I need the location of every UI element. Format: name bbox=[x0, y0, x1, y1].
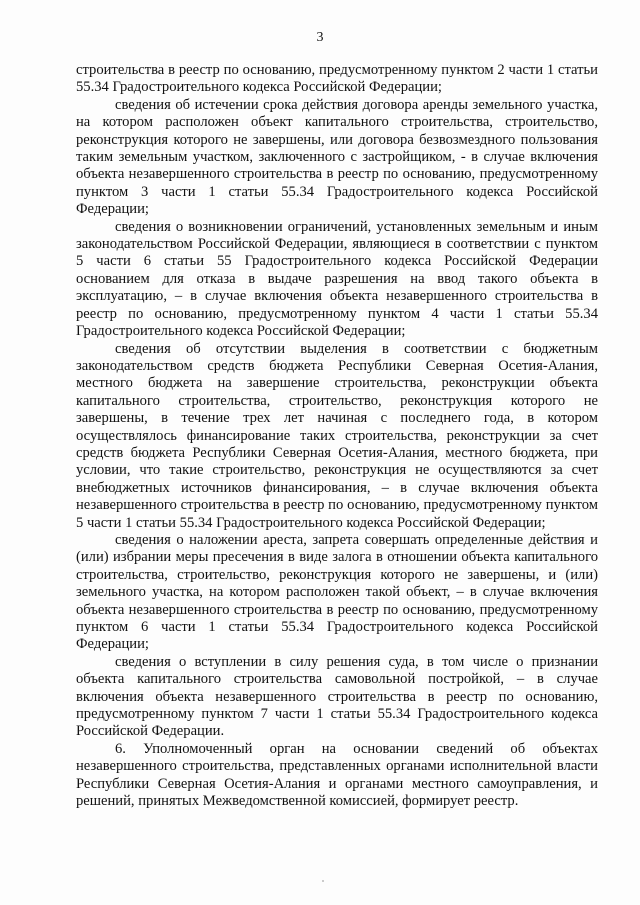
scan-speck bbox=[322, 880, 324, 882]
paragraph-budget-funding: сведения об отсутствии выделения в соответствии с бюджетным законодательством средств бюджета Республики Северная Осетия-Алания, местного бюджета на завершение строительства, реконструкции объекта капитального строительства, строительство, реконструкция которого не завершены, в течение трех лет начиная с последнего года, в котором осуществлялось финансирование таких строительства, реконструкции за счет средств бюджета Республики Северная Осетия-Алания, местного бюджета, при условии, что такие строительство, реконструкция не осуществляются за счет внебюджетных источников финансирования, – в случае включения объекта незавершенного строительства в реестр по основанию, предусмотренному пунктом 5 части 1 статьи 55.34 Градостроительного кодекса Российской Федерации; bbox=[76, 340, 598, 531]
paragraph-restrictions: сведения о возникновении ограничений, установленных земельным и иным законодательством Российской Федерации, являющиеся в соответствии с пунктом 5 части 6 статьи 55 Градостроительного кодекса Российской Федерации основанием для отказа в выдаче разрешения на ввод такого объекта в эксплуатацию, – в случае включения объекта незавершенного строительства в реестр по основанию, предусмотренному пунктом 4 части 1 статьи 55.34 Градостроительного кодекса Российской Федерации; bbox=[76, 218, 598, 340]
paragraph-arrest: сведения о наложении ареста, запрета совершать определенные действия и (или) избрании меры пресечения в виде залога в отношении объекта капитального строительства, строительство, реконструкция которого не завершены, и (или) земельного участка, на котором расположен такой объект, – в случае включения объекта незавершенного строительства в реестр по основанию, предусмотренному пунктом 6 части 1 статьи 55.34 Градостроительного кодекса Российской Федерации; bbox=[76, 531, 598, 653]
paragraph-lease-expiry: сведения об истечении срока действия договора аренды земельного участка, на котором расположен объект капитального строительства, строительство, реконструкция которого не завершены, или договора безвозмездного пользования таким земельным участком, заключенного с застройщиком, - в случае включения объекта незавершенного строительства в реестр по основанию, предусмотренному пунктом 3 части 1 статьи 55.34 Градостроительного кодекса Российской Федерации; bbox=[76, 96, 598, 218]
page-number: 3 bbox=[316, 30, 324, 45]
paragraph-section-6: 6. Уполномоченный орган на основании сведений об объектах незавершенного строительства, представленных органами исполнительной власти Республики Северная Осетия-Алания и органами местного самоуправления, и решений, принятых Межведомственной комиссией, формирует реестр. bbox=[76, 740, 598, 810]
paragraph-court-decision: сведения о вступлении в силу решения суда, в том числе о признании объекта капитального строительства самовольной постройкой, – в случае включения объекта незавершенного строительства в реестр по основанию, предусмотренному пунктом 7 части 1 статьи 55.34 Градостроительного кодекса Российской Федерации. bbox=[76, 653, 598, 740]
paragraph-continued: строительства в реестр по основанию, предусмотренному пунктом 2 части 1 статьи 55.34 Градостроительного кодекса Российской Федерации; bbox=[76, 62, 598, 96]
document-body bbox=[76, 62, 598, 810]
